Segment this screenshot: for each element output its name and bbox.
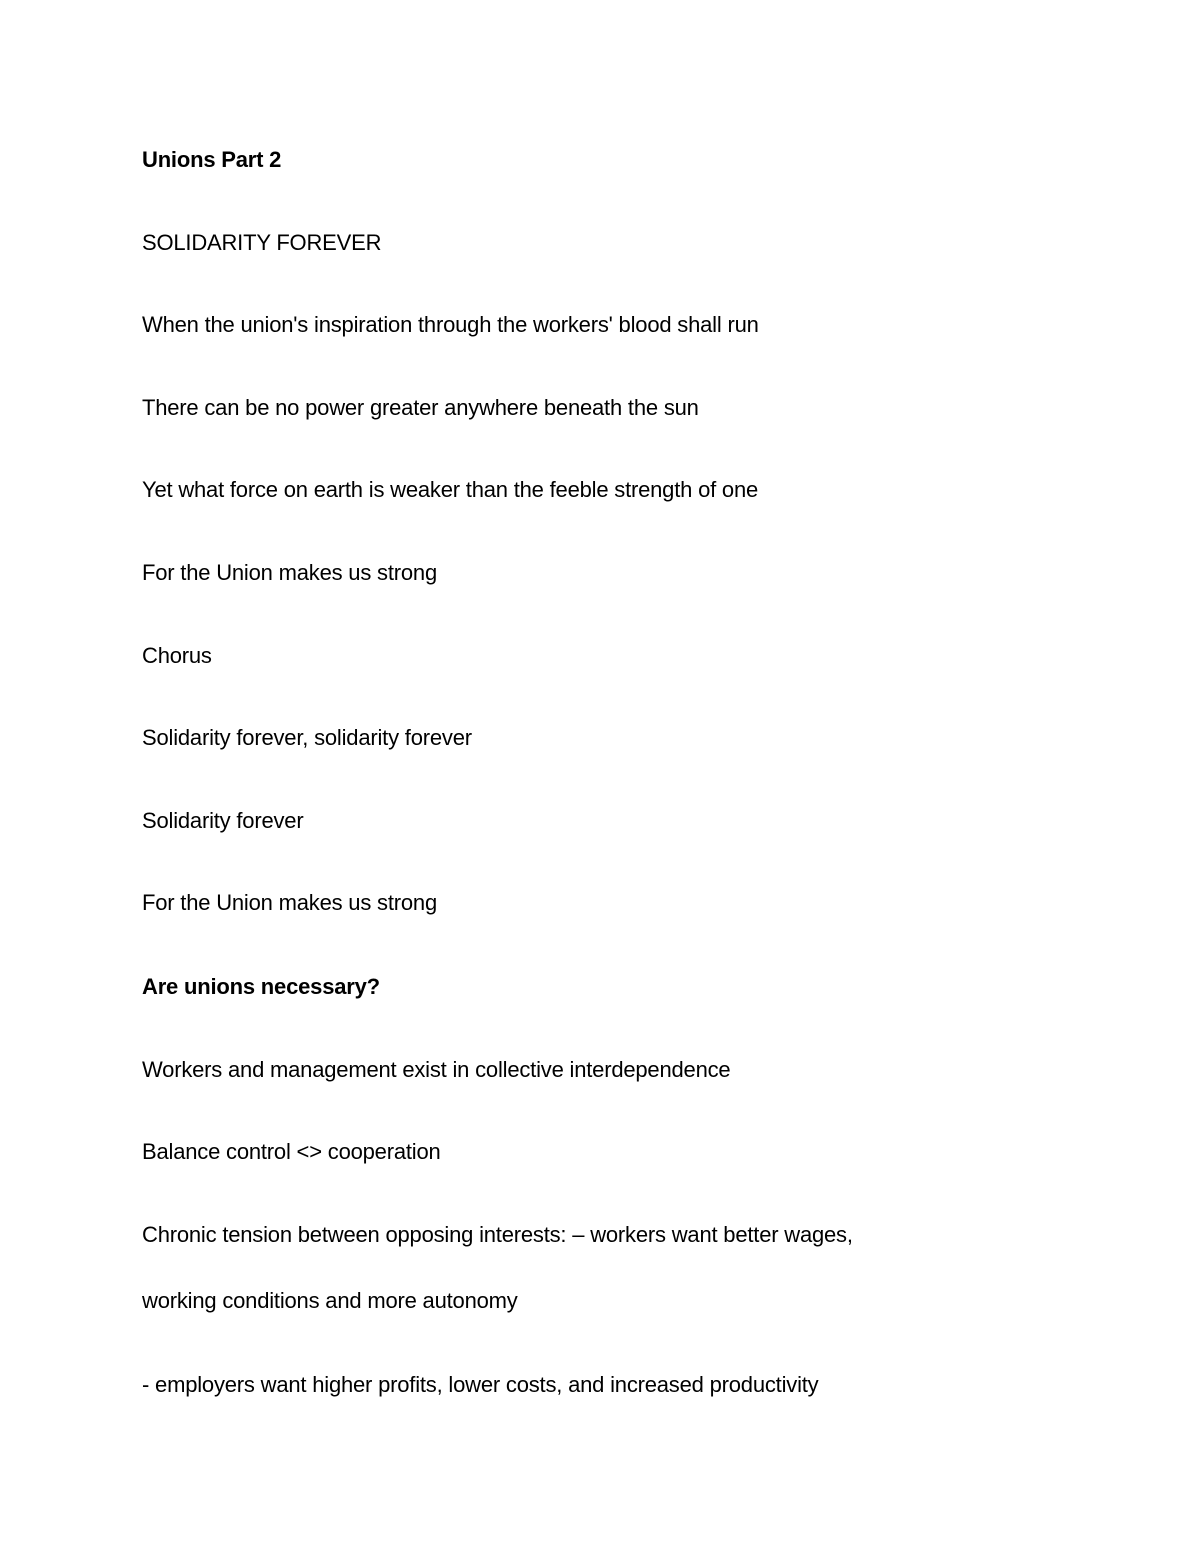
verse-line: When the union's inspiration through the workers' blood shall run (142, 312, 759, 337)
note-line: - employers want higher profits, lower costs, and increased productivity (142, 1372, 819, 1397)
song-title: SOLIDARITY FOREVER (142, 230, 382, 255)
chorus-label: Chorus (142, 643, 212, 668)
section-heading: Are unions necessary? (142, 974, 380, 999)
chorus-line: For the Union makes us strong (142, 890, 438, 915)
document-title: Unions Part 2 (142, 147, 282, 172)
verse-line: Yet what force on earth is weaker than the feeble strength of one (142, 477, 759, 502)
note-line: Chronic tension between opposing interests: – workers want better wages, (142, 1222, 853, 1247)
verse-line: For the Union makes us strong (142, 560, 438, 585)
chorus-line: Solidarity forever, solidarity forever (142, 725, 472, 750)
note-line: Balance control <> cooperation (142, 1139, 441, 1164)
verse-line: There can be no power greater anywhere beneath the sun (142, 395, 699, 420)
note-line: working conditions and more autonomy (142, 1288, 518, 1313)
chorus-line: Solidarity forever (142, 808, 304, 833)
note-line: Workers and management exist in collective interdependence (142, 1057, 731, 1082)
